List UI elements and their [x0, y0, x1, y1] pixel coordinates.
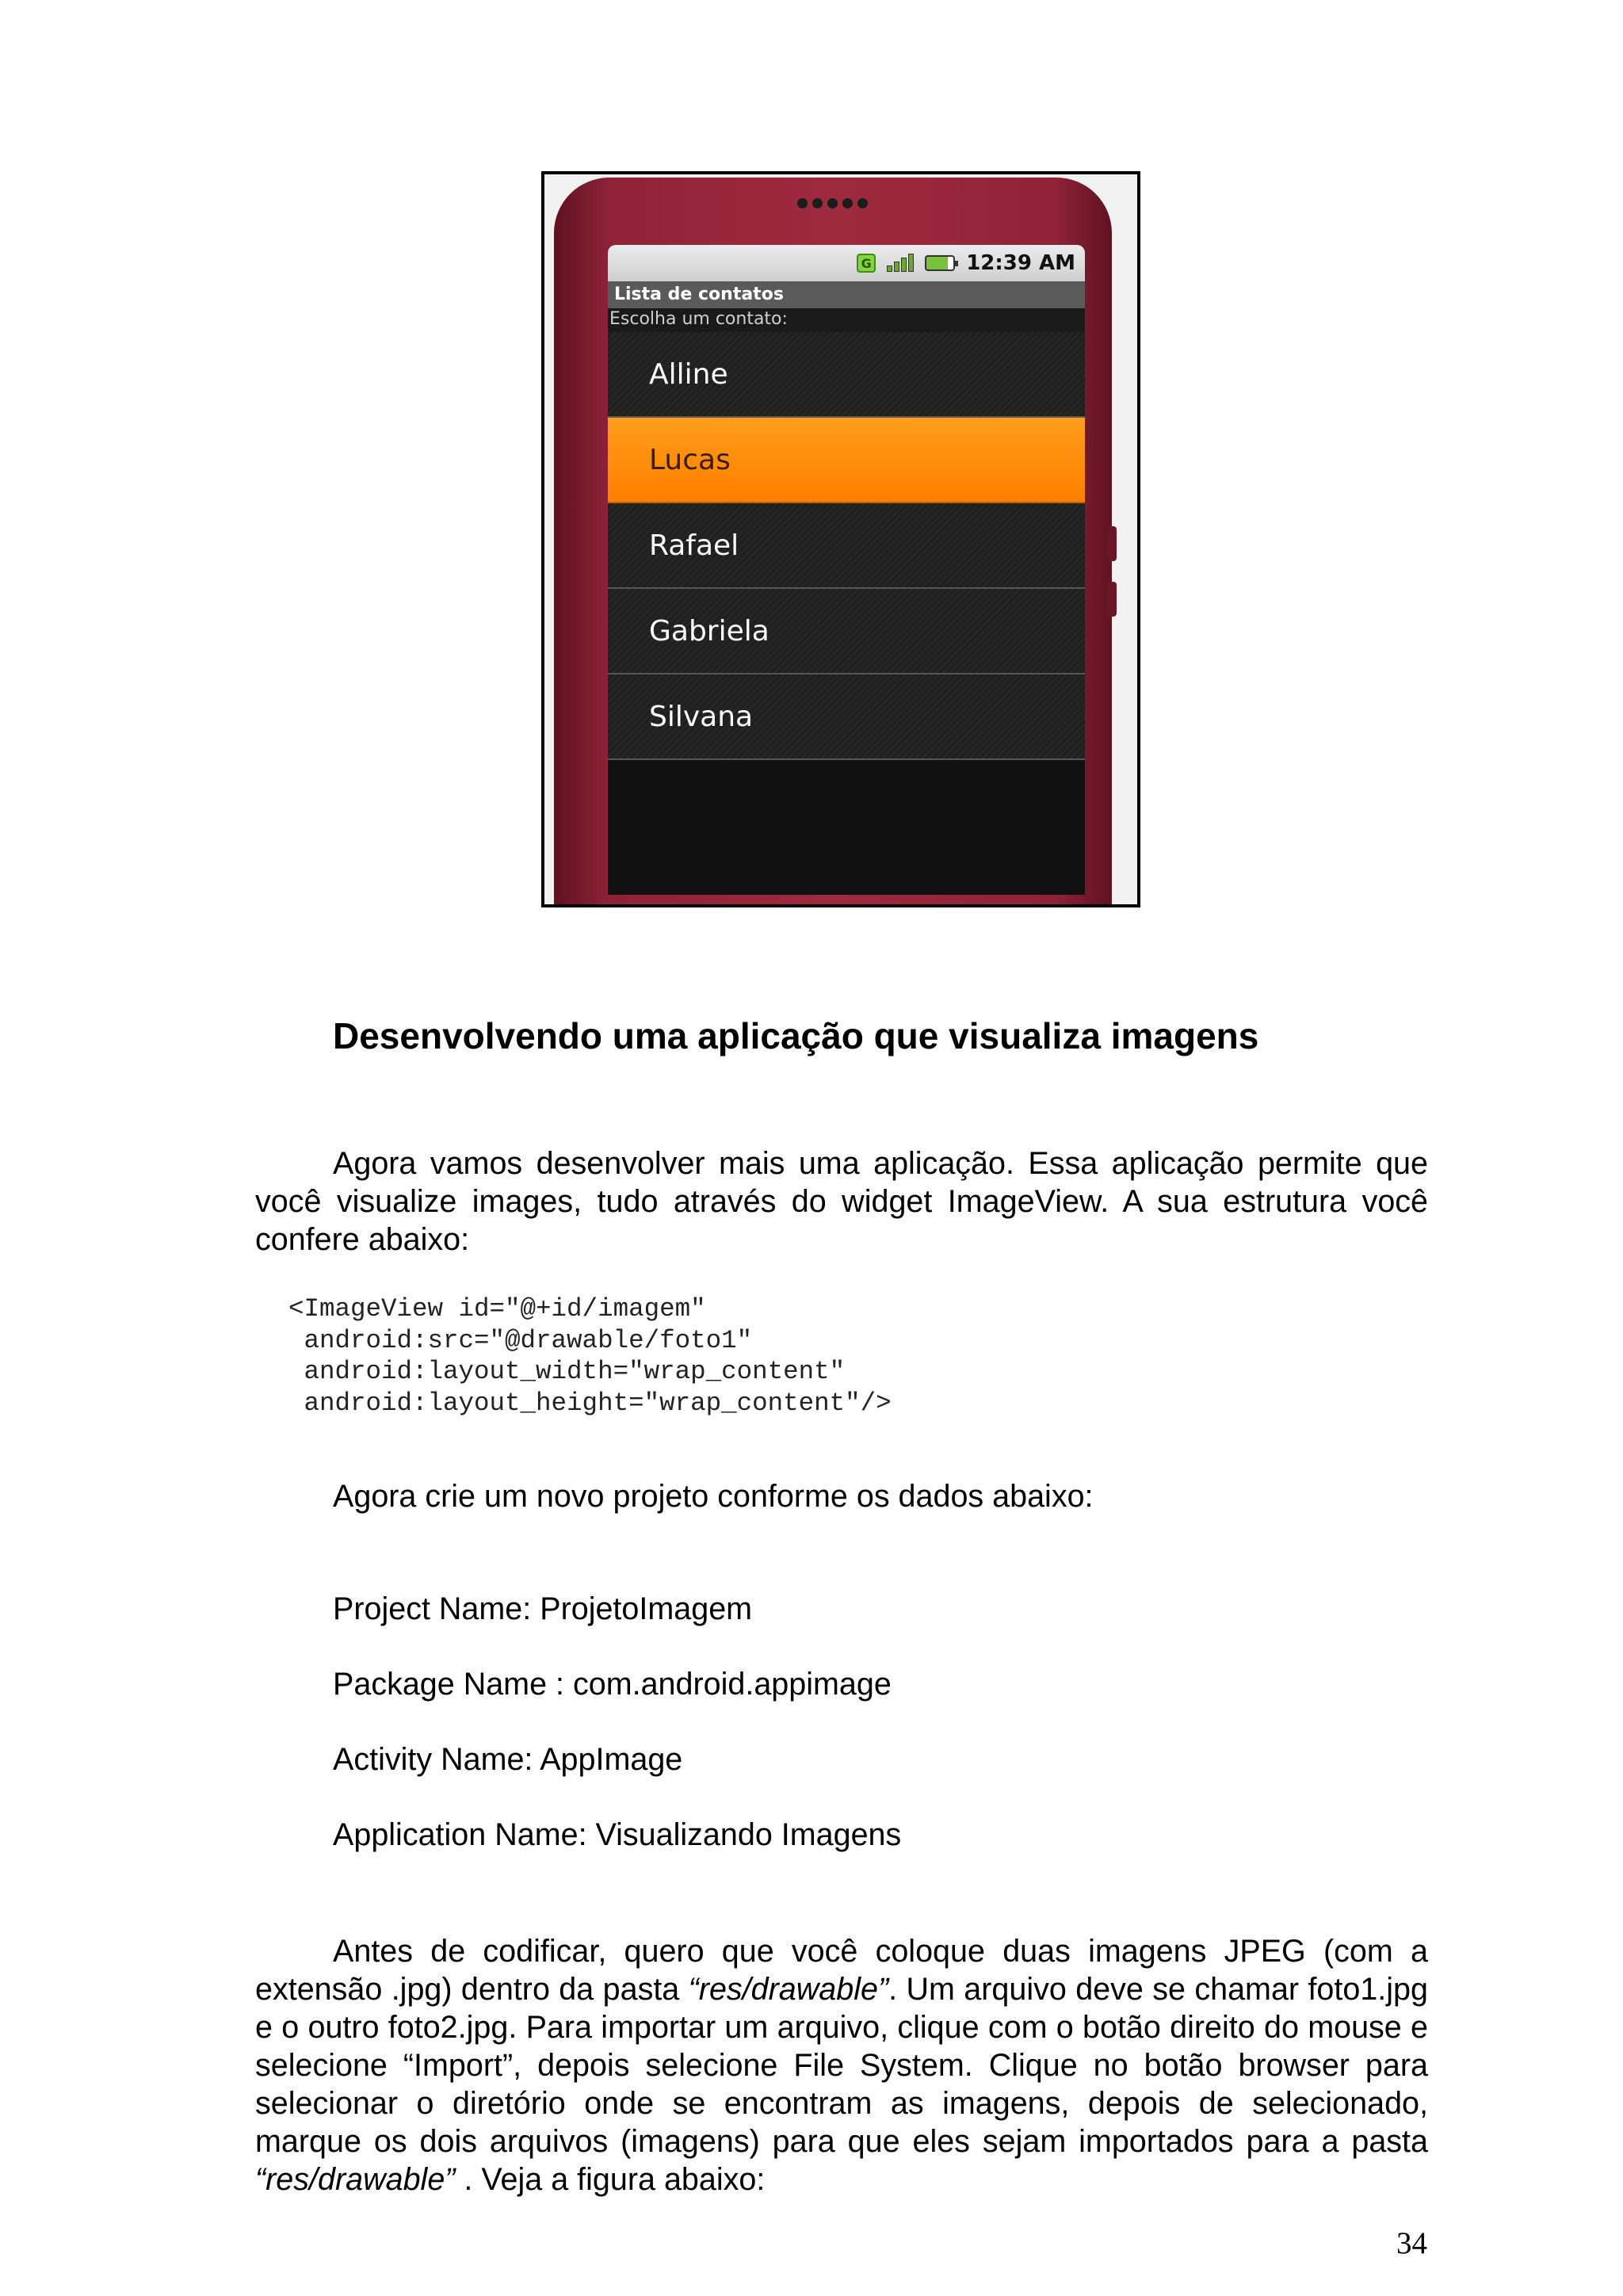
phone-screen	[608, 245, 1085, 895]
contact-list	[608, 332, 1085, 760]
app-title: Lista de contatos	[608, 281, 1085, 308]
section-heading: Desenvolvendo uma aplicação que visualiza imagens	[333, 1015, 1259, 1056]
contact-item-selected[interactable]: Lucas	[608, 418, 1085, 503]
folder-path: “res/drawable”	[255, 2162, 456, 2197]
application-name-field: Application Name: Visualizando Imagens	[333, 1817, 902, 1852]
page-number: 34	[1396, 2226, 1427, 2260]
code-line: android:layout_width="wrap_content"	[288, 1357, 846, 1386]
code-line: android:layout_height="wrap_content"/>	[288, 1388, 892, 1418]
instructions-paragraph: Antes de codificar, quero que você coloque duas imagens JPEG (com a extensão .jpg) dentro da pasta “res/drawable”. Um arquivo deve se chamar foto1.jpg e o outro foto2.jpg. Para importar um arquivo, clique com o botão direito do mouse e selecione “Import”, depois selecione File System. Clique no botão browser para selecionar o diretório onde se encontram as imagens, depois de selecionado, marque os dois arquivos (imagens) para que eles sejam importados para a pasta “res/drawable” . Veja a figura abaixo:	[255, 1934, 1428, 2197]
package-name-field: Package Name : com.android.appimage	[333, 1667, 892, 1702]
code-line: android:src="@drawable/foto1"	[288, 1325, 753, 1355]
project-name-field: Project Name: ProjetoImagem	[333, 1591, 753, 1626]
folder-path: “res/drawable”	[688, 1972, 889, 2007]
volume-button	[1107, 526, 1117, 561]
contact-item[interactable]: Alline	[608, 332, 1085, 418]
contact-item[interactable]: Silvana	[608, 674, 1085, 760]
phone-body	[554, 178, 1112, 907]
speaker-grille-icon	[797, 198, 868, 209]
activity-name-field: Activity Name: AppImage	[333, 1742, 683, 1777]
contact-item[interactable]: Gabriela	[608, 589, 1085, 674]
list-prompt: Escolha um contato:	[608, 308, 1085, 332]
contact-item[interactable]: Rafael	[608, 503, 1085, 589]
side-button	[1107, 582, 1117, 617]
status-bar	[608, 245, 1085, 281]
status-time: 12:39 AM	[966, 251, 1075, 275]
code-line: <ImageView id="@+id/imagem"	[288, 1294, 706, 1324]
signal-icon	[887, 254, 914, 272]
intro-paragraph: Agora vamos desenvolver mais uma aplicação. Essa aplicação permite que você visualize images, tudo através do widget ImageView. A sua estrutura você confere abaixo:	[255, 1146, 1428, 1257]
battery-icon	[925, 255, 955, 271]
create-project-text: Agora crie um novo projeto conforme os dados abaixo:	[333, 1479, 1094, 1514]
network-g-icon: G	[857, 254, 876, 273]
phone-screenshot-figure	[541, 171, 1140, 907]
code-block	[288, 1293, 892, 1419]
